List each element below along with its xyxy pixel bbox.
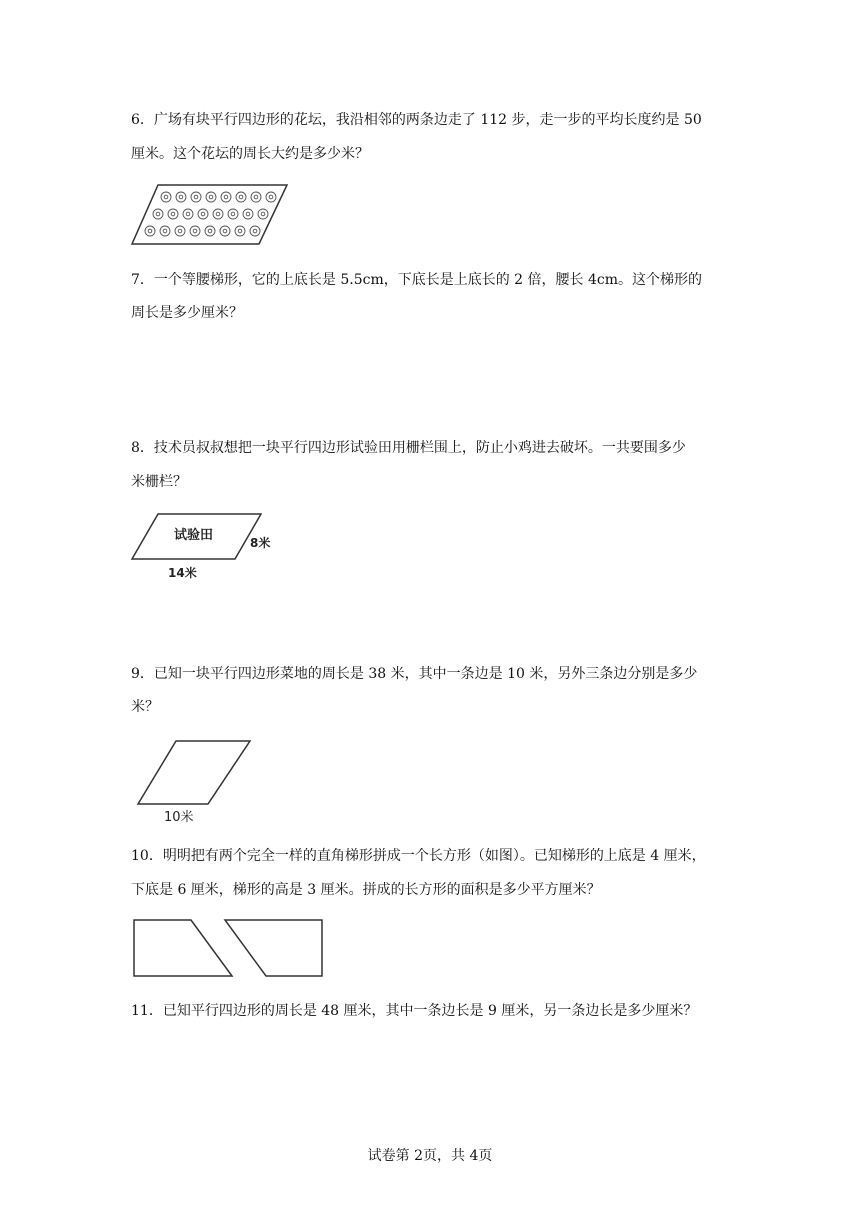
flower-center	[208, 229, 212, 233]
flower-center	[223, 229, 227, 233]
flower-icon	[176, 192, 186, 202]
question-6-line-2: 厘米。这个花坛的周长大约是多少米？	[131, 146, 369, 162]
flower-icon	[220, 226, 230, 236]
flower-icon	[235, 226, 245, 236]
flower-center	[238, 229, 242, 233]
flower-icon	[160, 226, 170, 236]
question-8-line-1: 8．技术员叔叔想把一块平行四边形试验田用栅栏围上，防止小鸡进去破坏。一共要围多少	[131, 440, 686, 456]
question-10-line-2: 下底是 6 厘米，梯形的高是 3 厘米。拼成的长方形的面积是多少平方厘米？	[131, 882, 601, 898]
flower-center	[148, 229, 152, 233]
flower-icon	[250, 226, 260, 236]
flower-center	[261, 212, 265, 216]
flower-center	[163, 229, 167, 233]
flower-icon	[168, 209, 178, 219]
question-10-line-1: 10．明明把有两个完全一样的直角梯形拼成一个长方形（如图）。已知梯形的上底是 4 厘米，	[131, 848, 706, 864]
flower-center	[224, 195, 228, 199]
base-length-label: 14米	[168, 566, 197, 580]
vegetable-plot-parallelogram-figure	[134, 738, 254, 826]
flower-icon	[258, 209, 268, 219]
flower-center	[231, 212, 235, 216]
flower-center	[156, 212, 160, 216]
question-11-line-1: 11．已知平行四边形的周长是 48 厘米，其中一条边长是 9 厘米，另一条边长是多少厘米？	[131, 1003, 698, 1019]
flower-center	[193, 229, 197, 233]
flower-icon	[161, 192, 171, 202]
question-9-line-2: 米？	[131, 699, 159, 715]
flower-pattern	[145, 192, 276, 236]
flower-icon	[153, 209, 163, 219]
flower-center	[253, 229, 257, 233]
flower-center	[254, 195, 258, 199]
side-length-label: 8米	[250, 536, 271, 550]
flower-icon	[236, 192, 246, 202]
flower-icon	[221, 192, 231, 202]
flower-icon	[190, 226, 200, 236]
flower-center	[164, 195, 168, 199]
two-right-trapezoids-figure	[132, 917, 326, 979]
flower-center	[194, 195, 198, 199]
flower-icon	[266, 192, 276, 202]
flower-icon	[145, 226, 155, 236]
right-trapezoid	[225, 920, 322, 976]
flower-center	[216, 212, 220, 216]
flower-icon	[198, 209, 208, 219]
left-trapezoid	[134, 920, 232, 976]
flower-center	[171, 212, 175, 216]
flower-icon	[183, 209, 193, 219]
flower-icon	[243, 209, 253, 219]
flower-icon	[191, 192, 201, 202]
flower-center	[269, 195, 273, 199]
flower-center	[186, 212, 190, 216]
flower-center	[178, 229, 182, 233]
question-7-line-1: 7．一个等腰梯形，它的上底长是 5.5cm，下底长是上底长的 2 倍，腰长 4cm。这个梯形的	[131, 272, 703, 288]
question-6-line-1: 6．广场有块平行四边形的花坛，我沿相邻的两条边走了 112 步，走一步的平均长度约是 50	[131, 112, 702, 128]
flower-icon	[213, 209, 223, 219]
test-field-parallelogram-figure	[128, 508, 278, 584]
flower-icon	[205, 226, 215, 236]
test-field-label: 试验田	[174, 528, 214, 543]
question-8-line-2: 米栅栏？	[131, 474, 187, 490]
flower-icon	[228, 209, 238, 219]
flower-center	[201, 212, 205, 216]
flower-center	[246, 212, 250, 216]
flower-center	[209, 195, 213, 199]
flower-icon	[175, 226, 185, 236]
question-9-line-1: 9．已知一块平行四边形菜地的周长是 38 米，其中一条边是 10 米，另外三条边分别是多少	[131, 666, 698, 682]
page-footer: 试卷第 2页，共 4页	[367, 1148, 493, 1164]
flower-center	[179, 195, 183, 199]
flower-bed-parallelogram-figure	[130, 183, 290, 247]
flower-icon	[206, 192, 216, 202]
base-length-label: 10米	[164, 810, 194, 825]
question-7-line-2: 周长是多少厘米？	[131, 305, 243, 321]
flower-center	[239, 195, 243, 199]
flower-icon	[251, 192, 261, 202]
